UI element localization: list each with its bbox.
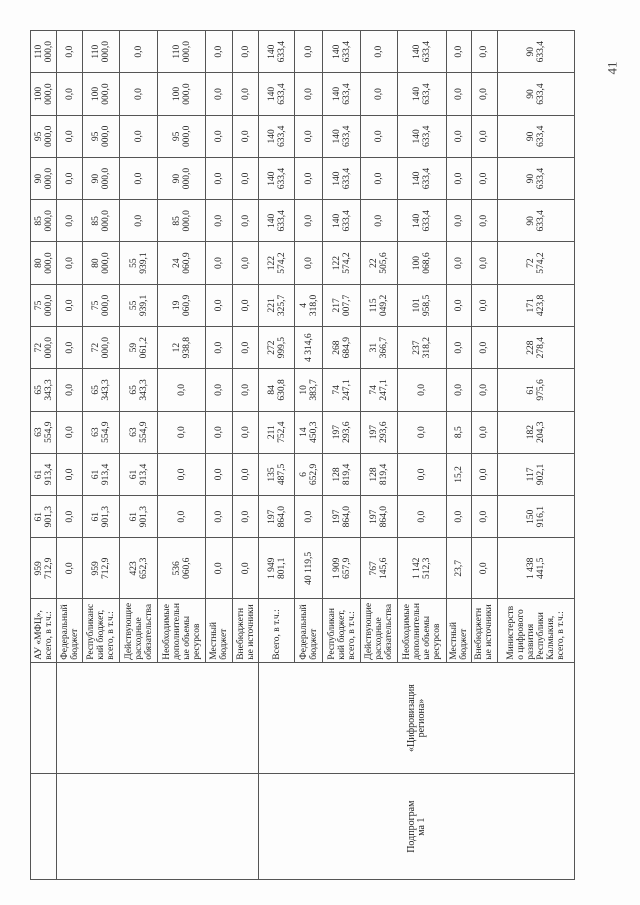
value-cell: 0,0 xyxy=(294,242,323,284)
value-cell: 0,0 xyxy=(472,327,497,369)
empty-cell xyxy=(31,774,57,880)
value-cell: 63 554,9 xyxy=(82,411,120,453)
value-cell: 90 000,0 xyxy=(157,157,206,199)
value-cell: 0,0 xyxy=(57,453,82,495)
table-row-header xyxy=(31,31,57,880)
value-cell: 0,0 xyxy=(206,453,232,495)
value-cell: 0,0 xyxy=(232,157,258,199)
value-cell: 0,0 xyxy=(446,200,471,242)
value-cell: 150 916,1 xyxy=(497,496,574,538)
row-label: Местный бюджет xyxy=(206,599,232,662)
value-cell: 61 913,4 xyxy=(82,453,120,495)
value-cell: 1 142 512,3 xyxy=(398,538,447,599)
value-cell: 4 314,6 xyxy=(294,327,323,369)
value-cell: 0,0 xyxy=(446,242,471,284)
value-cell: 59 061,2 xyxy=(120,327,158,369)
value-cell: 100 068,6 xyxy=(398,242,447,284)
value-cell: 23,7 xyxy=(446,538,471,599)
value-cell: 0,0 xyxy=(446,369,471,411)
value-cell: 140 633,4 xyxy=(323,73,361,115)
value-cell: 140 633,4 xyxy=(323,157,361,199)
value-cell: 110 000,0 xyxy=(31,31,57,73)
value-cell: 72 574,2 xyxy=(497,242,574,284)
value-cell: 0,0 xyxy=(472,242,497,284)
value-cell: 0,0 xyxy=(446,115,471,157)
value-cell: 8,5 xyxy=(446,411,471,453)
value-cell: 80 000,0 xyxy=(82,242,120,284)
value-cell: 0,0 xyxy=(206,369,232,411)
value-cell: 197 864,0 xyxy=(323,496,361,538)
value-cell: 140 633,4 xyxy=(398,73,447,115)
row-label: Республикан кий бюджет, всего, в т.ч.: xyxy=(323,599,361,662)
value-cell: 12 938,8 xyxy=(157,327,206,369)
value-cell: 197 293,6 xyxy=(323,411,361,453)
value-cell: 95 000,0 xyxy=(82,115,120,157)
value-cell: 0,0 xyxy=(472,369,497,411)
value-cell: 0,0 xyxy=(120,200,158,242)
value-cell: 268 684,9 xyxy=(323,327,361,369)
value-cell: 0,0 xyxy=(446,327,471,369)
value-cell: 0,0 xyxy=(120,73,158,115)
value-cell: 0,0 xyxy=(472,73,497,115)
value-cell: 0,0 xyxy=(232,115,258,157)
value-cell: 140 633,4 xyxy=(259,73,294,115)
value-cell: 22 505,6 xyxy=(360,242,398,284)
value-cell: 61 901,3 xyxy=(120,496,158,538)
value-cell: 90 000,0 xyxy=(82,157,120,199)
value-cell: 140 633,4 xyxy=(259,200,294,242)
value-cell: 1 909 657,9 xyxy=(323,538,361,599)
value-cell: 197 864,0 xyxy=(360,496,398,538)
value-cell: 211 752,4 xyxy=(259,411,294,453)
value-cell: 959 712,9 xyxy=(31,538,57,599)
value-cell: 0,0 xyxy=(446,496,471,538)
value-cell: 0,0 xyxy=(57,200,82,242)
value-cell: 0,0 xyxy=(232,496,258,538)
value-cell: 31 366,7 xyxy=(360,327,398,369)
value-cell: 140 633,4 xyxy=(398,31,447,73)
value-cell: 72 000,0 xyxy=(31,327,57,369)
table-row xyxy=(259,31,294,880)
value-cell: 0,0 xyxy=(57,73,82,115)
value-cell: 75 000,0 xyxy=(82,284,120,326)
value-cell: 14 450,3 xyxy=(294,411,323,453)
value-cell: 122 574,2 xyxy=(323,242,361,284)
value-cell: 0,0 xyxy=(232,369,258,411)
value-cell: 0,0 xyxy=(446,157,471,199)
value-cell: 0,0 xyxy=(120,157,158,199)
value-cell: 237 318,2 xyxy=(398,327,447,369)
budget-table xyxy=(30,30,575,880)
value-cell: 0,0 xyxy=(472,115,497,157)
value-cell: 100 000,0 xyxy=(31,73,57,115)
value-cell: 80 000,0 xyxy=(31,242,57,284)
value-cell: 0,0 xyxy=(57,538,82,599)
value-cell: 6 652,9 xyxy=(294,453,323,495)
value-cell: 0,0 xyxy=(294,496,323,538)
value-cell: 0,0 xyxy=(294,200,323,242)
rotated-table-wrapper xyxy=(30,30,575,880)
value-cell: 0,0 xyxy=(57,369,82,411)
value-cell: 1 949 801,1 xyxy=(259,538,294,599)
value-cell: 0,0 xyxy=(57,115,82,157)
value-cell: 72 000,0 xyxy=(82,327,120,369)
row-label: Всего, в т.ч.: xyxy=(259,599,294,662)
value-cell: 0,0 xyxy=(57,242,82,284)
value-cell: 117 902,1 xyxy=(497,453,574,495)
value-cell: 55 939,1 xyxy=(120,242,158,284)
value-cell: 140 633,4 xyxy=(323,200,361,242)
value-cell: 140 633,4 xyxy=(259,157,294,199)
value-cell: 140 633,4 xyxy=(323,31,361,73)
row-label: Федеральный бюджет xyxy=(294,599,323,662)
value-cell: 110 000,0 xyxy=(82,31,120,73)
value-cell: 128 819,4 xyxy=(323,453,361,495)
value-cell: 90 633,4 xyxy=(497,200,574,242)
value-cell: 0,0 xyxy=(157,496,206,538)
value-cell: 0,0 xyxy=(232,284,258,326)
value-cell: 85 000,0 xyxy=(31,200,57,242)
value-cell: 101 958,5 xyxy=(398,284,447,326)
value-cell: 0,0 xyxy=(446,73,471,115)
value-cell: 0,0 xyxy=(294,157,323,199)
row-label: АУ «МФЦ», всего, в т.ч.: xyxy=(31,599,57,662)
value-cell: 0,0 xyxy=(472,538,497,599)
value-cell: 197 293,6 xyxy=(360,411,398,453)
value-cell: 536 060,6 xyxy=(157,538,206,599)
value-cell: 0,0 xyxy=(472,496,497,538)
row-label: Местный бюджет xyxy=(446,599,471,662)
value-cell: 0,0 xyxy=(206,496,232,538)
value-cell: 0,0 xyxy=(206,242,232,284)
value-cell: 0,0 xyxy=(360,31,398,73)
value-cell: 0,0 xyxy=(360,200,398,242)
value-cell: 171 423,8 xyxy=(497,284,574,326)
value-cell: 4 318,0 xyxy=(294,284,323,326)
value-cell: 90 633,4 xyxy=(497,31,574,73)
value-cell: 0,0 xyxy=(232,31,258,73)
value-cell: 122 574,2 xyxy=(259,242,294,284)
value-cell: 0,0 xyxy=(57,411,82,453)
value-cell: 0,0 xyxy=(446,284,471,326)
value-cell: 65 343,3 xyxy=(120,369,158,411)
value-cell: 0,0 xyxy=(57,327,82,369)
subprogram-name: Подпрограм ма 1 xyxy=(259,774,575,880)
value-cell: 221 325,7 xyxy=(259,284,294,326)
value-cell: 272 999,5 xyxy=(259,327,294,369)
value-cell: 0,0 xyxy=(232,200,258,242)
value-cell: 0,0 xyxy=(232,73,258,115)
value-cell: 140 633,4 xyxy=(259,31,294,73)
value-cell: 0,0 xyxy=(294,31,323,73)
value-cell: 140 633,4 xyxy=(398,157,447,199)
value-cell: 0,0 xyxy=(206,157,232,199)
value-cell: 0,0 xyxy=(232,327,258,369)
value-cell: 128 819,4 xyxy=(360,453,398,495)
value-cell: 140 633,4 xyxy=(398,200,447,242)
value-cell: 0,0 xyxy=(472,31,497,73)
value-cell: 74 247,1 xyxy=(360,369,398,411)
empty-cell xyxy=(57,774,259,880)
value-cell: 0,0 xyxy=(206,327,232,369)
value-cell: 74 247,1 xyxy=(323,369,361,411)
value-cell: 0,0 xyxy=(232,242,258,284)
value-cell: 19 060,9 xyxy=(157,284,206,326)
value-cell: 0,0 xyxy=(57,31,82,73)
value-cell: 0,0 xyxy=(157,369,206,411)
value-cell: 959 712,9 xyxy=(82,538,120,599)
row-label: Необходимые дополнительн ые объемы ресурсов xyxy=(398,599,447,662)
empty-cell xyxy=(31,662,57,774)
value-cell: 90 633,4 xyxy=(497,157,574,199)
row-label: Необходимые дополнительн ые объемы ресурсов xyxy=(157,599,206,662)
subprogram-title: «Цифровизация региона» xyxy=(259,662,575,774)
value-cell: 0,0 xyxy=(206,200,232,242)
value-cell: 0,0 xyxy=(398,411,447,453)
value-cell: 0,0 xyxy=(120,31,158,73)
value-cell: 197 864,0 xyxy=(259,496,294,538)
value-cell: 0,0 xyxy=(206,31,232,73)
value-cell: 115 049,2 xyxy=(360,284,398,326)
value-cell: 0,0 xyxy=(472,200,497,242)
value-cell: 85 000,0 xyxy=(157,200,206,242)
value-cell: 0,0 xyxy=(446,31,471,73)
value-cell: 85 000,0 xyxy=(82,200,120,242)
value-cell: 0,0 xyxy=(232,453,258,495)
value-cell: 0,0 xyxy=(398,496,447,538)
value-cell: 110 000,0 xyxy=(157,31,206,73)
row-label: Действующие расходные обязательства xyxy=(120,599,158,662)
row-label: Действующие расходные обязательства xyxy=(360,599,398,662)
value-cell: 55 939,1 xyxy=(120,284,158,326)
value-cell: 0,0 xyxy=(360,115,398,157)
value-cell: 0,0 xyxy=(57,157,82,199)
value-cell: 0,0 xyxy=(206,73,232,115)
value-cell: 15,2 xyxy=(446,453,471,495)
row-label: Внебюджетн ые источники xyxy=(472,599,497,662)
value-cell: 0,0 xyxy=(157,411,206,453)
value-cell: 100 000,0 xyxy=(82,73,120,115)
value-cell: 767 145,6 xyxy=(360,538,398,599)
value-cell: 61 901,3 xyxy=(31,496,57,538)
value-cell: 0,0 xyxy=(398,369,447,411)
value-cell: 1 438 441,5 xyxy=(497,538,574,599)
value-cell: 0,0 xyxy=(398,453,447,495)
table-row xyxy=(57,31,82,880)
value-cell: 61 901,3 xyxy=(82,496,120,538)
value-cell: 0,0 xyxy=(206,411,232,453)
value-cell: 135 487,5 xyxy=(259,453,294,495)
value-cell: 140 633,4 xyxy=(398,115,447,157)
row-label: Министерств о цифрового развития Республики Калмыкия, всего, в т.ч.: xyxy=(497,599,574,662)
value-cell: 65 343,3 xyxy=(82,369,120,411)
value-cell: 61 913,4 xyxy=(31,453,57,495)
value-cell: 100 000,0 xyxy=(157,73,206,115)
value-cell: 228 278,4 xyxy=(497,327,574,369)
value-cell: 90 633,4 xyxy=(497,73,574,115)
value-cell: 61 913,4 xyxy=(120,453,158,495)
value-cell: 10 383,7 xyxy=(294,369,323,411)
value-cell: 24 060,9 xyxy=(157,242,206,284)
value-cell: 0,0 xyxy=(206,284,232,326)
value-cell: 40 119,5 xyxy=(294,538,323,599)
value-cell: 63 554,9 xyxy=(31,411,57,453)
empty-cell xyxy=(57,662,259,774)
value-cell: 182 204,3 xyxy=(497,411,574,453)
value-cell: 65 343,3 xyxy=(31,369,57,411)
value-cell: 0,0 xyxy=(232,538,258,599)
value-cell: 95 000,0 xyxy=(31,115,57,157)
value-cell: 0,0 xyxy=(232,411,258,453)
value-cell: 63 554,9 xyxy=(120,411,158,453)
value-cell: 140 633,4 xyxy=(259,115,294,157)
value-cell: 75 000,0 xyxy=(31,284,57,326)
value-cell: 61 975,6 xyxy=(497,369,574,411)
value-cell: 0,0 xyxy=(120,115,158,157)
value-cell: 0,0 xyxy=(472,411,497,453)
row-label: Федеральный бюджет xyxy=(57,599,82,662)
value-cell: 0,0 xyxy=(294,73,323,115)
value-cell: 140 633,4 xyxy=(323,115,361,157)
value-cell: 423 652,3 xyxy=(120,538,158,599)
value-cell: 0,0 xyxy=(57,284,82,326)
value-cell: 90 633,4 xyxy=(497,115,574,157)
value-cell: 0,0 xyxy=(206,115,232,157)
value-cell: 0,0 xyxy=(206,538,232,599)
value-cell: 0,0 xyxy=(472,157,497,199)
row-label: Республиканс кий бюджет, всего, в т.ч.: xyxy=(82,599,120,662)
value-cell: 0,0 xyxy=(157,453,206,495)
value-cell: 217 007,7 xyxy=(323,284,361,326)
row-label: Внебюджетн ые источники xyxy=(232,599,258,662)
value-cell: 90 000,0 xyxy=(31,157,57,199)
value-cell: 0,0 xyxy=(472,453,497,495)
value-cell: 95 000,0 xyxy=(157,115,206,157)
value-cell: 84 630,8 xyxy=(259,369,294,411)
value-cell: 0,0 xyxy=(294,115,323,157)
value-cell: 0,0 xyxy=(360,73,398,115)
value-cell: 0,0 xyxy=(472,284,497,326)
value-cell: 0,0 xyxy=(57,496,82,538)
value-cell: 0,0 xyxy=(360,157,398,199)
page-number: 41 xyxy=(604,61,620,75)
